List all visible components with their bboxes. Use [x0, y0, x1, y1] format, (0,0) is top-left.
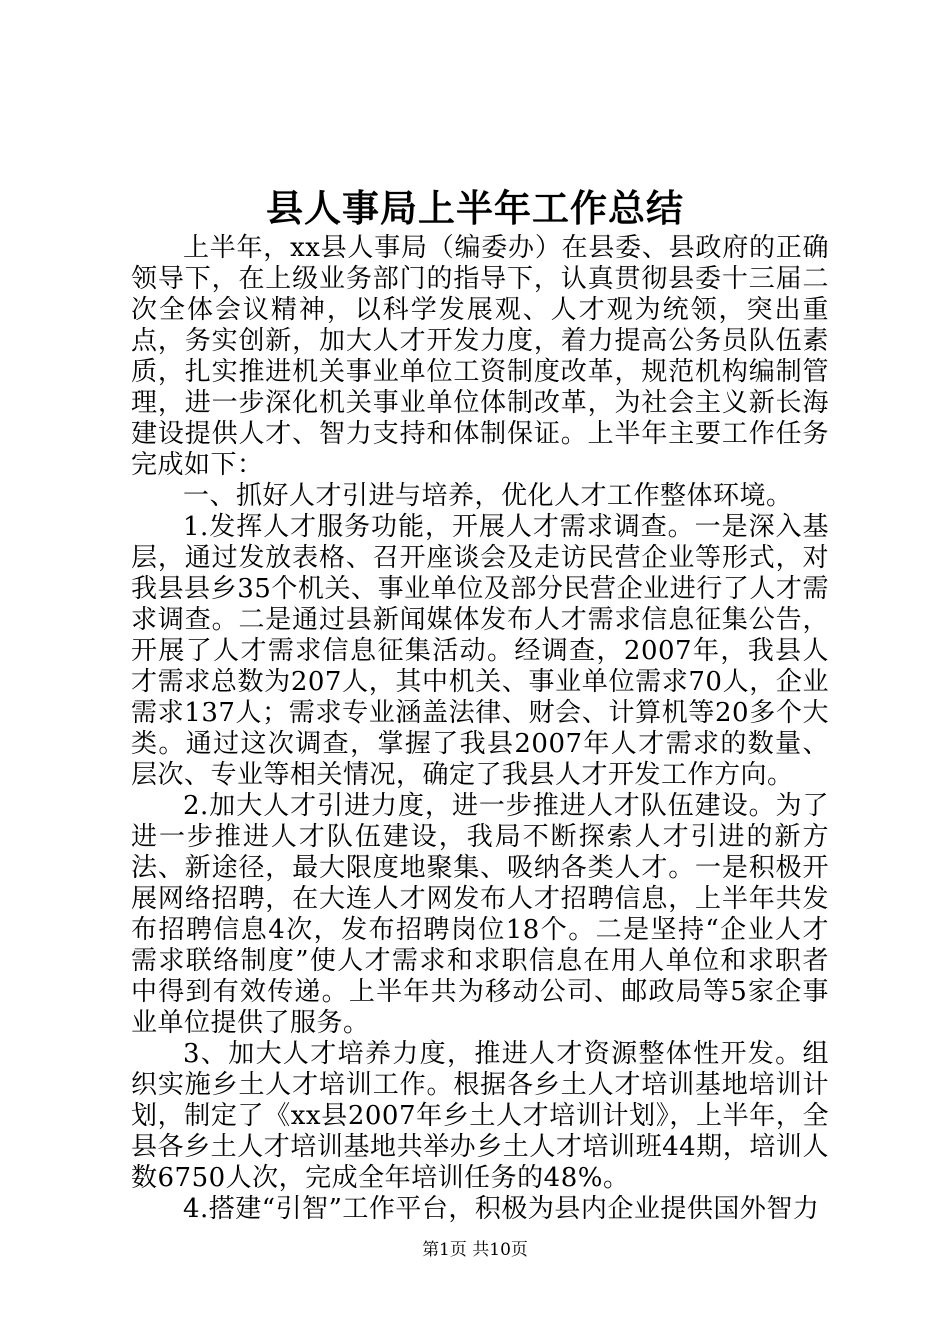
page-footer: 第1页 共10页 — [422, 1240, 528, 1260]
paragraph-item-2: 2.加大人才引进力度，进一步推进人才队伍建设。为了进一步推进人才队伍建设，我局不断探索人才引进的新方法、新途径，最大限度地聚集、吸纳各类人才。一是积极开展网络招聘，在大连人才网发布人才招聘信息，上半年共发布招聘信息4次，发布招聘岗位18个。二是坚持“企业人才需求联络制度”使人才需求和求职信息在用人单位和求职者中得到有效传递。上半年共为移动公司、邮政局等5家企事业单位提供了服务。 — [131, 791, 829, 1038]
document-title: 县人事局上半年工作总结 — [266, 187, 684, 230]
paragraph-item-3: 3、加大人才培养力度，推进人才资源整体性开发。组织实施乡土人才培训工作。根据各乡土人才培训基地培训计划，制定了《xx县2007年乡土人才培训计划》，上半年，全县各乡土人才培训基地共举办乡土人才培训班44期，培训人数6750人次，完成全年培训任务的48%。 — [131, 1039, 829, 1193]
section-heading-1: 一、抓好人才引进与培养，优化人才工作整体环境。 — [183, 481, 793, 511]
document-body — [131, 233, 829, 1225]
paragraph-item-4: 4.搭建“引智”工作平台，积极为县内企业提供国外智力 — [183, 1194, 820, 1224]
paragraph-item-1: 1.发挥人才服务功能，开展人才需求调查。一是深入基层，通过发放表格、召开座谈会及走访民营企业等形式，对我县县乡35个机关、事业单位及部分民营企业进行了人才需求调查。二是通过县新闻媒体发布人才需求信息征集公告，开展了人才需求信息征集活动。经调查，2007年，我县人才需求总数为207人，其中机关、事业单位需求70人，企业需求137人；需求专业涵盖法律、财会、计算机等20多个大类。通过这次调查，掌握了我县2007年人才需求的数量、层次、专业等相关情况，确定了我县人才开发工作方向。 — [131, 512, 829, 790]
paragraph-intro: 上半年，xx县人事局（编委办）在县委、县政府的正确领导下，在上级业务部门的指导下，认真贯彻县委十三届二次全体会议精神，以科学发展观、人才观为统领，突出重点，务实创新，加大人才开发力度，着力提高公务员队伍素质，扎实推进机关事业单位工资制度改革，规范机构编制管理，进一步深化机关事业单位体制改革，为社会主义新长海建设提供人才、智力支持和体制保证。上半年主要工作任务完成如下： — [131, 233, 829, 480]
